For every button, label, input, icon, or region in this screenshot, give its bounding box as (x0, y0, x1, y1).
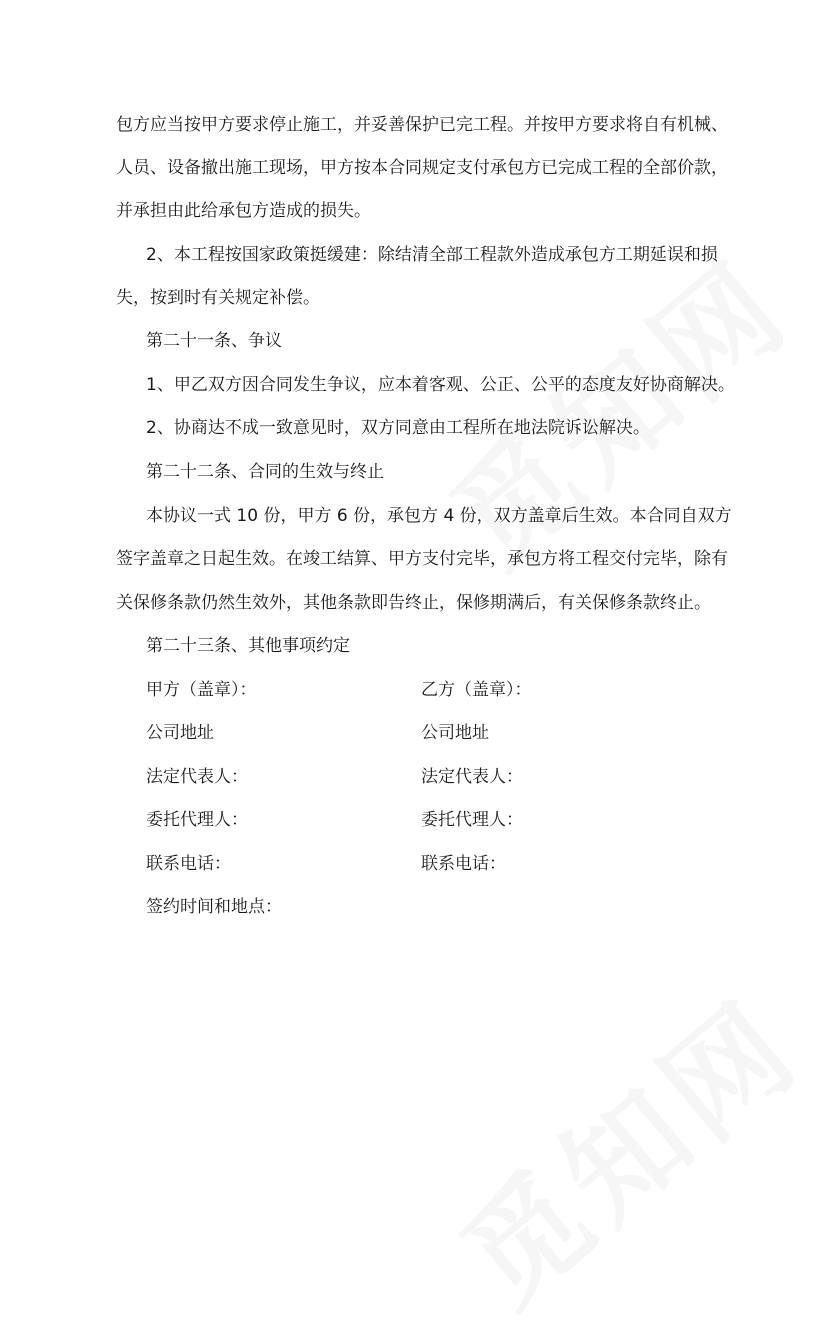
paragraph-line: 并承担由此给承包方造成的损失。 (116, 201, 371, 221)
watermark (410, 215, 819, 597)
paragraph-line: 关保修条款仍然生效外，其他条款即告终止，保修期满后，有关保修条款终止。 (116, 593, 711, 613)
party-b-seal: 乙方（盖章）： (421, 680, 532, 700)
party-a-legal-rep: 法定代表人： (146, 767, 248, 787)
article-heading: 第二十一条、争议 (146, 331, 282, 351)
party-b-address: 公司地址 (421, 723, 489, 743)
paragraph-line: 本协议一式 10 份，甲方 6 份，承包方 4 份，双方盖章后生效。本合同自双方 (146, 506, 732, 526)
party-b-phone: 联系电话： (421, 854, 506, 874)
party-a-address: 公司地址 (146, 723, 214, 743)
paragraph-line: 失，按到时有关规定补偿。 (116, 288, 320, 308)
watermark (420, 955, 829, 1337)
party-a-seal: 甲方（盖章）： (146, 680, 257, 700)
paragraph-line: 包方应当按甲方要求停止施工，并妥善保护已完工程。并按甲方要求将自有机械、 (116, 115, 728, 135)
party-b-agent: 委托代理人： (421, 810, 523, 830)
article-heading: 第二十三条、其他事项约定 (146, 636, 350, 656)
article-heading: 第二十二条、合同的生效与终止 (146, 462, 384, 482)
paragraph-line: 2、协商达不成一致意见时，双方同意由工程所在地法院诉讼解决。 (146, 418, 650, 438)
paragraph-line: 人员、设备撤出施工现场，甲方按本合同规定支付承包方已完成工程的全部价款， (116, 158, 728, 178)
paragraph-line: 签字盖章之日起生效。在竣工结算、甲方支付完毕，承包方将工程交付完毕，除有 (116, 549, 728, 569)
party-b-legal-rep: 法定代表人： (421, 767, 523, 787)
party-a-phone: 联系电话： (146, 854, 231, 874)
signing-time-place: 签约时间和地点： (146, 897, 282, 917)
paragraph-line: 1、甲乙双方因合同发生争议，应本着客观、公正、公平的态度友好协商解决。 (146, 375, 735, 395)
paragraph-line: 2、本工程按国家政策挺缓建：除结清全部工程款外造成承包方工期延误和损 (146, 245, 718, 265)
party-a-agent: 委托代理人： (146, 810, 248, 830)
